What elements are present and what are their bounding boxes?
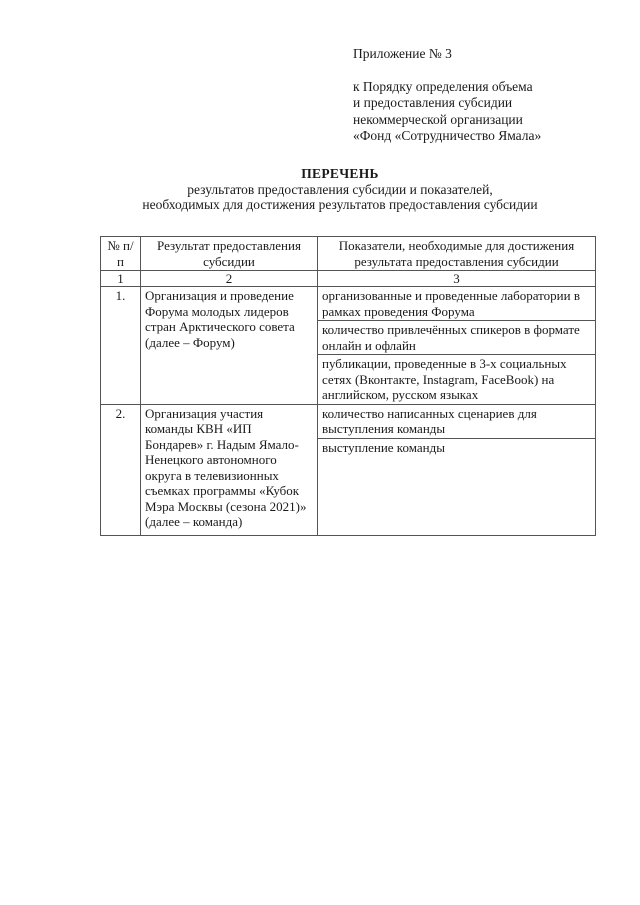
column-number: 2 (141, 271, 318, 287)
column-number: 1 (101, 271, 141, 287)
row-result: Организация участия команды КВН «ИП Бондарев» г. Надым Ямало-Ненецкого автономного округа в телевизионных съемках программы «Кубок Мэра Москвы (сезона 2021)» (далее – команда) (141, 404, 318, 535)
column-number-row (101, 271, 596, 287)
appendix-line: некоммерческой организации (353, 111, 523, 127)
appendix-line: и предоставления субсидии (353, 95, 513, 110)
column-number: 3 (318, 271, 596, 287)
row-indicator: организованные и проведенные лаборатории в рамках проведения Форума (318, 287, 596, 321)
row-result: Организация и проведение Форума молодых лидеров стран Арктического совета (далее – Форум) (141, 287, 318, 405)
document-title: ПЕРЕЧЕНЬ (301, 166, 379, 181)
appendix-number: Приложение № 3 (353, 46, 452, 61)
row-indicator: выступление команды (318, 438, 596, 535)
header-indicators: Показатели, необходимые для достижения результата предоставления субсидии (318, 237, 596, 271)
table-row (101, 404, 596, 438)
row-indicator: количество написанных сценариев для выступления команды (318, 404, 596, 438)
row-number: 2. (101, 404, 141, 535)
document-subtitle-line2: необходимых для достижения результатов предоставления субсидии (142, 197, 538, 212)
table-row (101, 287, 596, 321)
appendix-block (353, 46, 613, 145)
row-indicator: публикации, проведенные в 3-х социальных сетях (Вконтакте, Instagram, FaceBook) на английском, русском языках (318, 355, 596, 405)
row-number: 1. (101, 287, 141, 405)
header-result: Результат предоставления субсидии (141, 237, 318, 271)
row-indicator: количество привлечённых спикеров в формате онлайн и офлайн (318, 321, 596, 355)
appendix-line: к Порядку определения объема (353, 78, 533, 94)
results-table (100, 236, 596, 536)
appendix-line: «Фонд «Сотрудничество Ямала» (353, 128, 542, 143)
header-number: № п/п (101, 237, 141, 271)
table-header-row (101, 237, 596, 271)
document-subtitle-line1: результатов предоставления субсидии и показателей, (187, 182, 493, 197)
